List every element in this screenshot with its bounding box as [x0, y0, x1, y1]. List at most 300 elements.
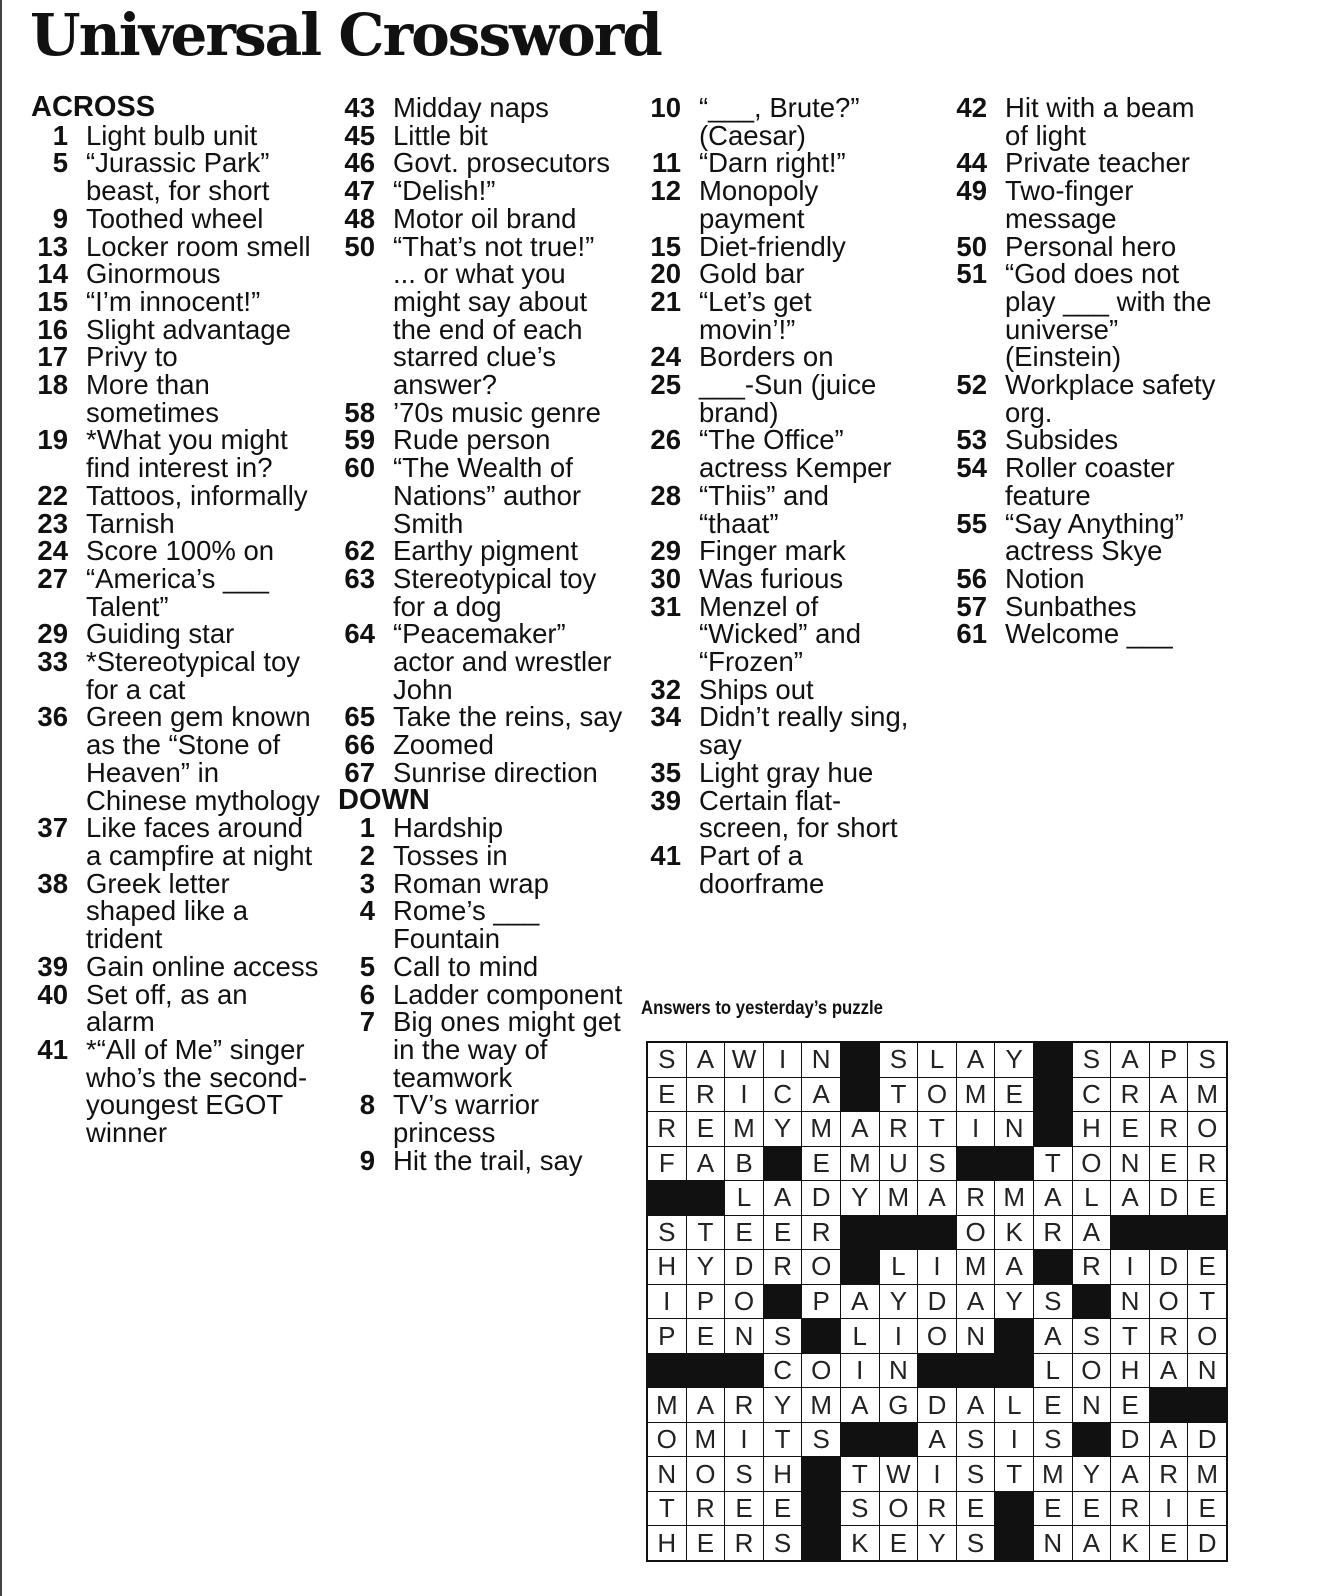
grid-block — [1034, 1078, 1072, 1112]
grid-block — [880, 1423, 918, 1457]
clue-number: 63 — [344, 562, 375, 594]
grid-cell: F — [648, 1147, 686, 1181]
grid-cell: I — [995, 1423, 1033, 1457]
grid-cell: M — [957, 1250, 995, 1284]
grid-block — [764, 1147, 802, 1181]
clue — [643, 537, 913, 565]
grid-block — [687, 1354, 725, 1388]
grid-cell: S — [880, 1043, 918, 1077]
clue-number: 33 — [37, 646, 68, 678]
clue-number: 18 — [37, 369, 68, 401]
clue — [949, 371, 1219, 426]
grid-cell: E — [1188, 1492, 1226, 1526]
grid-cell: S — [725, 1457, 763, 1491]
clue-number: 42 — [956, 92, 987, 123]
grid-cell: A — [957, 1043, 995, 1077]
clue-number: 28 — [650, 479, 681, 511]
clue — [337, 950, 623, 982]
clue — [949, 620, 1219, 648]
clue-text: Monopoly payment — [699, 175, 819, 234]
clue-number: 58 — [344, 396, 375, 428]
grid-cell: D — [1111, 1423, 1149, 1457]
grid-block — [1034, 1250, 1072, 1284]
clue-number: 2 — [359, 839, 375, 871]
clue-text: “I’m innocent!” — [86, 285, 261, 317]
clue — [337, 396, 623, 428]
grid-cell: T — [764, 1423, 802, 1457]
grid-block — [841, 1250, 879, 1284]
grid-cell: E — [1150, 1526, 1188, 1560]
clue-text: “Let’s get movin’!” — [699, 285, 812, 345]
clue-number: 29 — [37, 618, 68, 650]
clue — [337, 620, 623, 703]
grid-cell: S — [1073, 1043, 1111, 1077]
clue — [643, 839, 913, 899]
clue-text: “Delish!” — [393, 175, 496, 207]
grid-cell: A — [1150, 1078, 1188, 1112]
clue-number: 50 — [956, 230, 987, 262]
clue-number: 11 — [651, 147, 681, 179]
clue-text: “God does not play ___ with the universe” (Einstein) — [1005, 258, 1212, 373]
grid-cell: T — [995, 1457, 1033, 1491]
clue-number: 7 — [359, 1006, 375, 1038]
clue-text: Hardship — [393, 812, 504, 844]
clue — [949, 507, 1219, 567]
grid-cell: A — [687, 1388, 725, 1422]
clue-number: 5 — [359, 950, 375, 982]
page-left-edge — [0, 0, 2, 1596]
grid-block — [841, 1423, 879, 1457]
clue — [949, 149, 1219, 177]
grid-cell: T — [841, 1457, 879, 1491]
grid-cell: R — [1150, 1112, 1188, 1146]
clue — [643, 230, 913, 262]
clue-text: “Jurassic Park” beast, for short — [86, 147, 270, 207]
clue — [643, 177, 913, 232]
grid-cell: R — [725, 1526, 763, 1560]
clue — [30, 814, 320, 869]
grid-cell: O — [802, 1250, 840, 1284]
clue-text: Greek letter shaped like a trident — [86, 867, 249, 955]
grid-cell: P — [1150, 1043, 1188, 1077]
grid-cell: S — [648, 1216, 686, 1250]
clue-number: 57 — [956, 590, 987, 622]
clue — [643, 479, 913, 539]
grid-cell: R — [1150, 1457, 1188, 1491]
clue-text: Rude person — [393, 424, 551, 456]
grid-cell: O — [725, 1285, 763, 1319]
grid-cell: G — [880, 1388, 918, 1422]
grid-cell: L — [725, 1181, 763, 1215]
clue-text: Guiding star — [86, 618, 235, 650]
clue-number: 50 — [344, 230, 375, 262]
clue — [337, 978, 623, 1010]
grid-cell: D — [918, 1285, 956, 1319]
clue-number: 60 — [344, 452, 375, 484]
grid-cell: S — [648, 1043, 686, 1077]
clue-number: 21 — [650, 285, 681, 317]
grid-cell: I — [725, 1423, 763, 1457]
clue-text: Notion — [1005, 562, 1085, 594]
clue-number: 38 — [37, 867, 68, 899]
clue — [337, 703, 623, 731]
grid-cell: E — [687, 1526, 725, 1560]
clue-text: Private teacher — [1005, 147, 1190, 179]
clue — [643, 149, 913, 177]
clue-number: 56 — [956, 562, 987, 594]
clue — [337, 1008, 623, 1091]
clue — [337, 454, 623, 537]
clue-text: Ginormous — [86, 258, 221, 290]
grid-cell: P — [802, 1285, 840, 1319]
clue-text: “Peacemaker” actor and wrestler John — [393, 618, 612, 705]
grid-cell: O — [1073, 1354, 1111, 1388]
clue-text: Roman wrap — [393, 867, 549, 899]
grid-cell: T — [687, 1216, 725, 1250]
clue-number: 4 — [359, 895, 375, 927]
clue-number: 54 — [956, 452, 987, 484]
grid-block — [1111, 1216, 1149, 1250]
grid-block — [1034, 1043, 1072, 1077]
clue — [337, 867, 623, 899]
clue-text: Light gray hue — [699, 756, 874, 788]
grid-cell: M — [802, 1112, 840, 1146]
grid-cell: A — [1150, 1354, 1188, 1388]
grid-block — [1034, 1112, 1072, 1146]
grid-cell: S — [841, 1492, 879, 1526]
clue-number: 24 — [37, 535, 68, 567]
grid-cell: R — [687, 1492, 725, 1526]
clue-number: 25 — [650, 369, 681, 401]
grid-cell: R — [802, 1216, 840, 1250]
clue-text: *Stereotypical toy for a cat — [86, 646, 300, 705]
grid-cell: M — [648, 1388, 686, 1422]
grid-cell: R — [1111, 1078, 1149, 1112]
grid-cell: R — [725, 1388, 763, 1422]
grid-cell: R — [1073, 1250, 1111, 1284]
clue-number: 41 — [650, 839, 681, 871]
clue-text: Tattoos, informally — [86, 479, 308, 511]
grid-cell: S — [1034, 1285, 1072, 1319]
grid-cell: D — [918, 1388, 956, 1422]
grid-cell: H — [648, 1250, 686, 1284]
clue-number: 23 — [37, 507, 68, 539]
clue-text: Sunrise direction — [393, 756, 598, 788]
clue-text: Set off, as an alarm — [86, 978, 248, 1038]
grid-cell: H — [764, 1457, 802, 1491]
clue-text: Score 100% on — [86, 535, 275, 567]
clue-text: Personal hero — [1005, 230, 1177, 262]
grid-cell: I — [1150, 1492, 1188, 1526]
grid-cell: M — [957, 1078, 995, 1112]
clue-text: Slight advantage — [86, 313, 291, 345]
grid-cell: M — [1034, 1457, 1072, 1491]
clue — [337, 562, 623, 622]
clue-number: 51 — [956, 258, 987, 290]
clue-text: Was furious — [699, 562, 844, 594]
clue-text: Zoomed — [393, 729, 494, 761]
clue-text: “Thiis” and “thaat” — [699, 479, 829, 539]
grid-cell: E — [880, 1526, 918, 1560]
clue-text: Take the reins, say — [393, 701, 623, 733]
clue — [30, 260, 320, 288]
grid-cell: R — [687, 1078, 725, 1112]
grid-block — [802, 1526, 840, 1560]
clue — [30, 703, 320, 814]
grid-cell: R — [880, 1112, 918, 1146]
grid-block — [995, 1492, 1033, 1526]
grid-cell: A — [764, 1181, 802, 1215]
grid-cell: E — [1111, 1388, 1149, 1422]
clue — [643, 756, 913, 788]
grid-cell: B — [725, 1147, 763, 1181]
clue-text: Hit with a beam of light — [1005, 92, 1195, 151]
grid-cell: W — [725, 1043, 763, 1077]
grid-block — [841, 1043, 879, 1077]
grid-block — [995, 1319, 1033, 1353]
grid-cell: M — [880, 1181, 918, 1215]
clue-number: 27 — [37, 562, 68, 594]
clue-text: Subsides — [1005, 424, 1119, 456]
page-title: Universal Crossword — [30, 1, 661, 69]
grid-block — [1188, 1388, 1226, 1422]
clue-number: 19 — [37, 424, 68, 456]
grid-cell: I — [1111, 1250, 1149, 1284]
clue-number: 52 — [956, 369, 987, 401]
grid-block — [764, 1285, 802, 1319]
clue-text: Diet-friendly — [699, 230, 846, 262]
clue — [643, 424, 913, 484]
grid-cell: E — [1034, 1388, 1072, 1422]
clue-number: 48 — [344, 202, 375, 234]
grid-block — [1188, 1216, 1226, 1250]
clue-number: 66 — [344, 729, 375, 761]
grid-cell: E — [1150, 1147, 1188, 1181]
grid-cell: M — [802, 1388, 840, 1422]
grid-cell: P — [687, 1285, 725, 1319]
clue — [30, 119, 320, 151]
grid-cell: M — [1188, 1457, 1226, 1491]
clue — [643, 260, 913, 288]
grid-cell: I — [918, 1250, 956, 1284]
grid-cell: O — [802, 1354, 840, 1388]
grid-block — [802, 1492, 840, 1526]
clue-number: 64 — [344, 618, 375, 650]
clue-number: 26 — [650, 424, 681, 456]
clue-number: 31 — [650, 590, 681, 622]
clue-number: 49 — [956, 175, 987, 207]
grid-cell: O — [1150, 1285, 1188, 1319]
grid-cell: I — [841, 1354, 879, 1388]
clue — [30, 343, 320, 371]
grid-cell: E — [1111, 1112, 1149, 1146]
clue-column-2 — [337, 94, 623, 1174]
clue — [30, 313, 320, 345]
clue — [30, 479, 320, 511]
grid-cell: Y — [1073, 1457, 1111, 1491]
clue-text: Gain online access — [86, 950, 319, 982]
clue — [337, 202, 623, 234]
clue-number: 29 — [650, 535, 681, 567]
grid-cell: N — [1111, 1147, 1149, 1181]
grid-cell: D — [725, 1250, 763, 1284]
clue — [337, 756, 623, 788]
grid-cell: M — [841, 1147, 879, 1181]
grid-cell: E — [764, 1216, 802, 1250]
grid-cell: S — [957, 1526, 995, 1560]
clue — [30, 537, 320, 565]
clue-number: 9 — [52, 202, 68, 234]
clue-number: 32 — [650, 673, 681, 705]
clue-text: ___-Sun (juice brand) — [699, 369, 877, 428]
clue-text: Finger mark — [699, 535, 846, 567]
grid-cell: W — [880, 1457, 918, 1491]
grid-cell: N — [880, 1354, 918, 1388]
grid-cell: I — [764, 1043, 802, 1077]
grid-block — [802, 1457, 840, 1491]
grid-cell: P — [648, 1319, 686, 1353]
clue-text: Workplace safety org. — [1005, 369, 1216, 428]
clue — [643, 701, 913, 761]
grid-cell: I — [880, 1319, 918, 1353]
clue-number: 45 — [344, 119, 375, 151]
clue — [30, 620, 320, 648]
clue-number: 44 — [956, 147, 987, 179]
clue-column-1 — [30, 91, 320, 1149]
grid-block — [841, 1216, 879, 1250]
grid-cell: C — [764, 1078, 802, 1112]
clue-text: *“All of Me” singer who’s the second-youngest EGOT winner — [86, 1033, 308, 1149]
grid-cell: E — [1188, 1250, 1226, 1284]
grid-cell: N — [1188, 1354, 1226, 1388]
clue-text: Privy to — [86, 341, 178, 373]
grid-cell: E — [687, 1319, 725, 1353]
grid-block — [995, 1147, 1033, 1181]
grid-cell: A — [918, 1181, 956, 1215]
clue-number: 36 — [37, 701, 68, 733]
grid-block — [1150, 1388, 1188, 1422]
clue — [643, 784, 913, 844]
clue — [643, 590, 913, 678]
clue — [949, 94, 1219, 149]
grid-cell: A — [841, 1112, 879, 1146]
clue-number: 39 — [650, 784, 681, 816]
grid-cell: I — [918, 1457, 956, 1491]
clue-text: Earthy pigment — [393, 535, 578, 567]
grid-block — [918, 1216, 956, 1250]
grid-cell: R — [648, 1112, 686, 1146]
grid-cell: E — [764, 1492, 802, 1526]
clue-text: Menzel of “Wicked” and “Frozen” — [699, 590, 861, 678]
clue-text: Roller coaster feature — [1005, 452, 1175, 511]
clue — [337, 1089, 623, 1149]
clue-text: ’70s music genre — [393, 396, 601, 428]
grid-cell: K — [1111, 1526, 1149, 1560]
clue-text: More than sometimes — [86, 369, 219, 428]
grid-cell: N — [802, 1043, 840, 1077]
grid-cell: L — [880, 1250, 918, 1284]
grid-cell: A — [1111, 1043, 1149, 1077]
grid-cell: D — [1188, 1423, 1226, 1457]
clue-text: Ships out — [699, 673, 814, 705]
clue-text: Stereotypical toy for a dog — [393, 562, 597, 622]
clue-text: Tarnish — [86, 507, 175, 539]
clue-number: 59 — [344, 424, 375, 456]
grid-block — [957, 1354, 995, 1388]
grid-cell: S — [957, 1423, 995, 1457]
grid-cell: C — [1073, 1078, 1111, 1112]
grid-cell: E — [957, 1492, 995, 1526]
grid-block — [995, 1354, 1033, 1388]
grid-cell: O — [918, 1319, 956, 1353]
grid-cell: E — [725, 1492, 763, 1526]
answers-label: Answers to yesterday’s puzzle — [641, 998, 883, 1019]
grid-cell: H — [1073, 1112, 1111, 1146]
grid-cell: N — [1034, 1526, 1072, 1560]
clue-text: Light bulb unit — [86, 119, 258, 151]
grid-cell: N — [957, 1319, 995, 1353]
clue — [30, 202, 320, 234]
grid-cell: L — [841, 1319, 879, 1353]
clue-text: Motor oil brand — [393, 202, 577, 234]
grid-cell: O — [687, 1457, 725, 1491]
clue-text: “Say Anything” actress Skye — [1005, 507, 1184, 567]
clue — [643, 343, 913, 371]
grid-block — [957, 1147, 995, 1181]
grid-cell: Y — [918, 1526, 956, 1560]
clue — [337, 1144, 623, 1176]
grid-cell: E — [687, 1112, 725, 1146]
grid-cell: O — [648, 1423, 686, 1457]
clue-column-3 — [643, 94, 913, 897]
grid-cell: O — [918, 1078, 956, 1112]
grid-cell: L — [918, 1043, 956, 1077]
grid-cell: M — [687, 1423, 725, 1457]
grid-cell: T — [1034, 1147, 1072, 1181]
grid-block — [880, 1216, 918, 1250]
grid-cell: L — [1034, 1354, 1072, 1388]
grid-cell: Y — [764, 1112, 802, 1146]
grid-cell: E — [648, 1078, 686, 1112]
clue-number: 47 — [344, 175, 375, 207]
clue — [30, 950, 320, 982]
grid-cell: R — [1188, 1147, 1226, 1181]
clue-text: “The Office” actress Kemper — [699, 424, 892, 484]
clue-text: Little bit — [393, 119, 488, 151]
clue-text: Locker room smell — [86, 230, 311, 262]
grid-cell: A — [687, 1043, 725, 1077]
clue-number: 15 — [650, 230, 681, 262]
clue-text: “America’s ___ Talent” — [86, 562, 269, 622]
clue-text: Welcome ___ — [1005, 618, 1173, 650]
clue-text: Rome’s ___ Fountain — [393, 895, 540, 955]
grid-cell: M — [1188, 1078, 1226, 1112]
grid-cell: D — [1188, 1526, 1226, 1560]
clue-number: 39 — [37, 950, 68, 982]
grid-cell: O — [880, 1492, 918, 1526]
grid-cell: U — [880, 1147, 918, 1181]
clue-number: 14 — [37, 258, 68, 290]
grid-cell: S — [802, 1423, 840, 1457]
clue-number: 35 — [650, 756, 681, 788]
grid-cell: S — [1073, 1319, 1111, 1353]
clue — [30, 147, 320, 207]
grid-cell: T — [880, 1078, 918, 1112]
clue — [643, 673, 913, 705]
grid-cell: D — [1150, 1181, 1188, 1215]
clue-number: 40 — [37, 978, 68, 1010]
grid-cell: D — [1150, 1250, 1188, 1284]
